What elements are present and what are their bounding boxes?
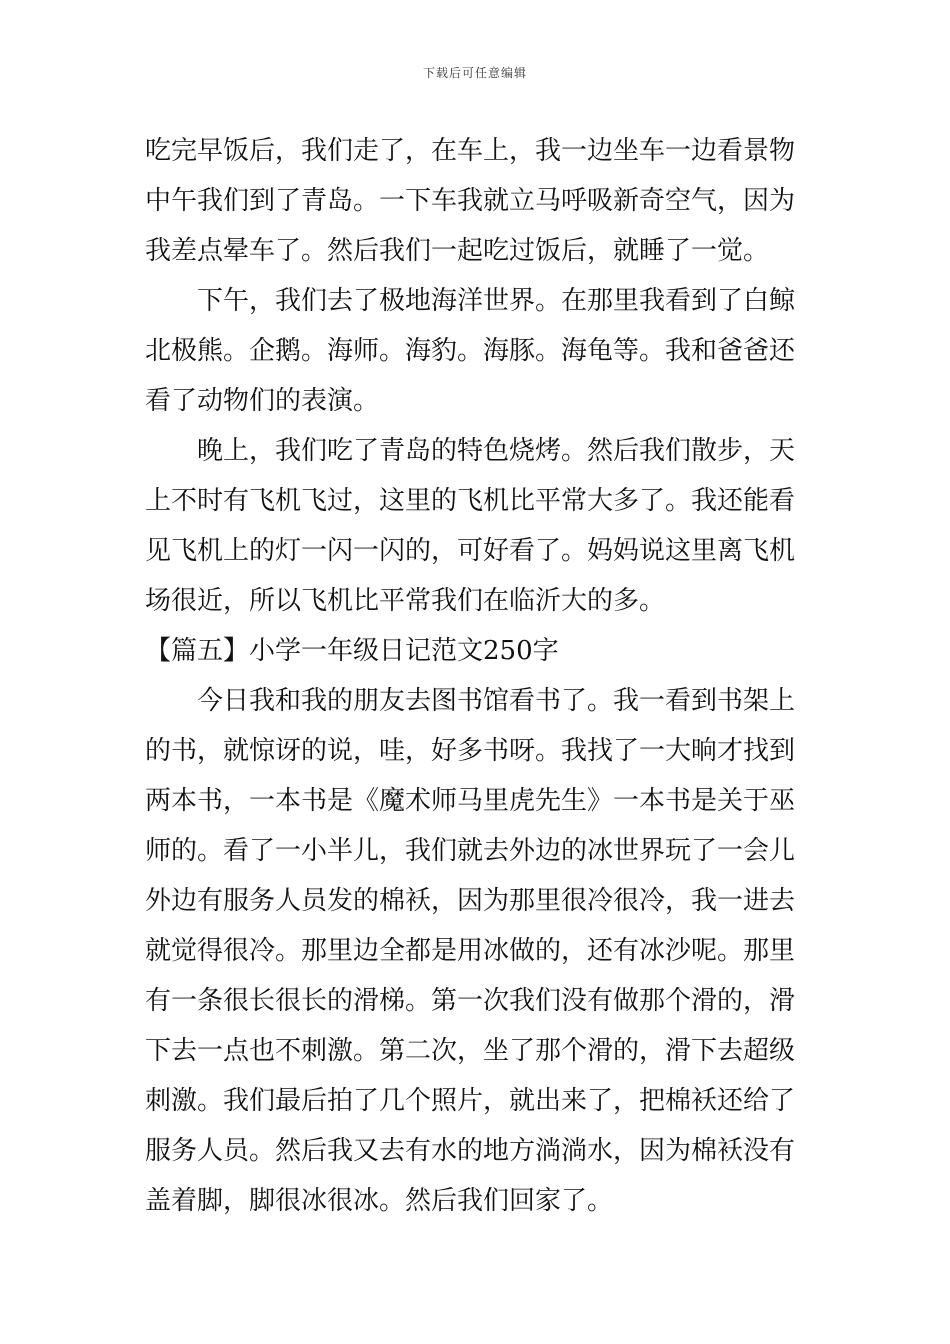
text-line: 下去一点也不刺激。第二次，坐了那个滑的，滑下去超级: [145, 1036, 796, 1066]
paragraph-start-line: 今日我和我的朋友去图书馆看书了。我一看到书架上: [197, 686, 796, 716]
text-line: 师的。看了一小半儿，我们就去外边的冰世界玩了一会儿: [145, 836, 796, 866]
text-line: 我差点晕车了。然后我们一起吃过饭后，就睡了一觉。: [145, 236, 770, 266]
text-line: 服务人员。然后我又去有水的地方淌淌水，因为棉袄没有: [145, 1136, 796, 1166]
text-line: 上不时有飞机飞过，这里的飞机比平常大多了。我还能看: [145, 486, 796, 516]
text-line: 中午我们到了青岛。一下车我就立马呼吸新奇空气，因为: [145, 186, 796, 216]
text-line: 见飞机上的灯一闪一闪的，可好看了。妈妈说这里离飞机: [145, 536, 796, 566]
text-line: 场很近，所以飞机比平常我们在临沂大的多。: [145, 586, 666, 616]
document-body: [145, 126, 810, 1226]
text-line: 的书，就惊讶的说，哇，好多书呀。我找了一大晌才找到: [145, 736, 796, 766]
paragraph-start-line: 晚上，我们吃了青岛的特色烧烤。然后我们散步，天: [197, 436, 796, 466]
text-line: 北极熊。企鹅。海师。海豹。海豚。海龟等。我和爸爸还: [145, 336, 796, 366]
text-line: 刺激。我们最后拍了几个照片，就出来了，把棉袄还给了: [145, 1086, 796, 1116]
page-header: 下载后可任意编辑: [422, 66, 527, 80]
section-heading: 【篇五】小学一年级日记范文250字: [145, 636, 559, 666]
paragraph-start-line: 下午，我们去了极地海洋世界。在那里我看到了白鲸: [197, 286, 796, 316]
text-line: 吃完早饭后，我们走了，在车上，我一边坐车一边看景物: [145, 136, 796, 166]
text-line: 就觉得很冷。那里边全都是用冰做的，还有冰沙呢。那里: [145, 936, 796, 966]
text-line: 两本书，一本书是《魔术师马里虎先生》一本书是关于巫: [145, 786, 796, 816]
text-line: 有一条很长很长的滑梯。第一次我们没有做那个滑的，滑: [145, 986, 796, 1016]
text-line: 外边有服务人员发的棉袄，因为那里很冷很冷，我一进去: [145, 886, 796, 916]
text-line: 看了动物们的表演。: [145, 386, 380, 416]
text-line: 盖着脚，脚很冰很冰。然后我们回家了。: [145, 1186, 614, 1216]
